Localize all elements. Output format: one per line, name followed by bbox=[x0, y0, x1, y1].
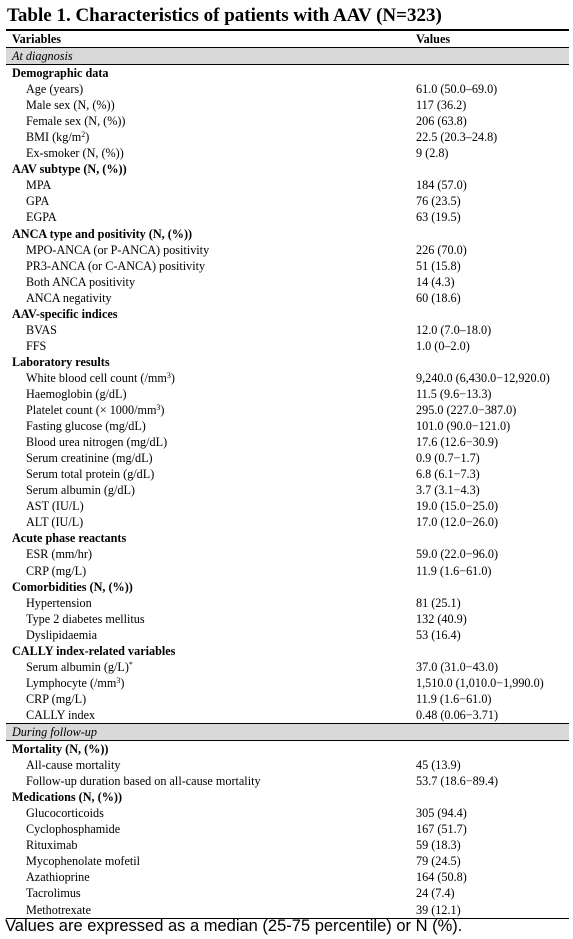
variable-cell bbox=[6, 741, 416, 758]
section-row bbox=[6, 306, 569, 322]
variable-label: Methotrexate bbox=[26, 902, 91, 917]
table-row bbox=[6, 595, 569, 611]
variable-label: Mycophenolate mofetil bbox=[26, 854, 141, 869]
table-row bbox=[6, 757, 569, 773]
variable-cell bbox=[6, 242, 416, 258]
value-cell: 60 (18.6) bbox=[416, 290, 461, 305]
variable-cell bbox=[6, 675, 416, 691]
variable-label: AAV-specific indices bbox=[12, 306, 118, 321]
value-cell: 24 (7.4) bbox=[416, 886, 455, 901]
variable-cell bbox=[6, 97, 416, 113]
variable-cell bbox=[6, 193, 416, 209]
value-cell: 17.6 (12.6−30.9) bbox=[416, 435, 499, 450]
value-cell: 53.7 (18.6−89.4) bbox=[416, 774, 499, 789]
superscript: * bbox=[128, 659, 133, 669]
variable-label: Rituximab bbox=[26, 838, 78, 853]
value-cell: 37.0 (31.0−43.0) bbox=[416, 659, 499, 674]
section-row bbox=[6, 741, 569, 758]
table-row bbox=[6, 81, 569, 97]
variable-cell bbox=[6, 723, 416, 740]
variable-cell bbox=[6, 418, 416, 434]
value-cell: 1.0 (0–2.0) bbox=[416, 338, 470, 353]
value-cell: 81 (25.1) bbox=[416, 595, 461, 610]
variable-label: ANCA negativity bbox=[26, 290, 112, 305]
variable-label-suffix: ) bbox=[160, 403, 165, 418]
value-cell: 11.9 (1.6−61.0) bbox=[416, 691, 492, 706]
table-row bbox=[6, 242, 569, 258]
value-cell bbox=[416, 789, 569, 805]
value-cell: 39 (12.1) bbox=[416, 902, 461, 917]
variable-label: Blood urea nitrogen (mg/dL) bbox=[26, 435, 168, 450]
variable-label: Both ANCA positivity bbox=[26, 274, 136, 289]
variable-label: Lymphocyte (/mm bbox=[26, 675, 117, 690]
value-cell: 63 (19.5) bbox=[416, 210, 461, 225]
table-row bbox=[6, 885, 569, 901]
table-row bbox=[6, 129, 569, 145]
value-cell bbox=[416, 723, 569, 740]
variable-cell bbox=[6, 466, 416, 482]
variable-cell bbox=[6, 129, 416, 145]
table-row bbox=[6, 869, 569, 885]
section-row bbox=[6, 789, 569, 805]
table-row bbox=[6, 290, 569, 306]
value-cell: 0.48 (0.06−3.71) bbox=[416, 707, 499, 722]
variable-cell bbox=[6, 885, 416, 901]
value-cell: 51 (15.8) bbox=[416, 258, 461, 273]
table-header-row bbox=[6, 30, 569, 48]
variable-label: AAV subtype (N, (%)) bbox=[12, 162, 127, 177]
table-title: Table 1. Characteristics of patients with AAV (N=323) bbox=[7, 5, 442, 26]
variable-label: CRP (mg/L) bbox=[26, 691, 87, 706]
superscript: 3 bbox=[166, 370, 171, 380]
variable-label: White blood cell count (/mm bbox=[26, 370, 167, 385]
column-header-values: Values bbox=[416, 32, 451, 46]
variable-label-suffix: ) bbox=[85, 130, 90, 145]
table-row bbox=[6, 691, 569, 707]
table-row bbox=[6, 258, 569, 274]
value-cell bbox=[416, 579, 569, 595]
table-row bbox=[6, 482, 569, 498]
value-cell: 184 (57.0) bbox=[416, 178, 467, 193]
superscript: 3 bbox=[156, 403, 161, 413]
variable-label: Type 2 diabetes mellitus bbox=[26, 611, 145, 626]
value-cell: 19.0 (15.0−25.0) bbox=[416, 499, 499, 514]
value-cell: 9 (2.8) bbox=[416, 146, 449, 161]
variable-label: EGPA bbox=[26, 210, 57, 225]
table-row bbox=[6, 514, 569, 530]
value-cell bbox=[416, 48, 569, 65]
value-cell: 6.8 (6.1−7.3) bbox=[416, 467, 480, 482]
table-row bbox=[6, 466, 569, 482]
variable-cell bbox=[6, 386, 416, 402]
value-cell bbox=[416, 643, 569, 659]
table-body bbox=[6, 48, 569, 919]
variable-cell bbox=[6, 113, 416, 129]
value-cell: 12.0 (7.0–18.0) bbox=[416, 322, 492, 337]
variable-cell bbox=[6, 821, 416, 837]
variable-label: Serum albumin (g/dL) bbox=[26, 483, 135, 498]
section-row bbox=[6, 226, 569, 242]
variable-label: At diagnosis bbox=[12, 49, 73, 64]
variable-cell bbox=[6, 611, 416, 627]
variable-label: Tacrolimus bbox=[26, 886, 81, 901]
variable-label: CALLY index bbox=[26, 707, 96, 722]
value-cell: 206 (63.8) bbox=[416, 114, 467, 129]
section-row bbox=[6, 161, 569, 177]
variable-label: Mortality (N, (%)) bbox=[12, 742, 109, 757]
table-row bbox=[6, 193, 569, 209]
value-cell: 17.0 (12.0−26.0) bbox=[416, 515, 499, 530]
table-row bbox=[6, 274, 569, 290]
variable-label: Female sex (N, (%)) bbox=[26, 114, 126, 129]
variable-label: FFS bbox=[26, 338, 47, 353]
variable-cell bbox=[6, 659, 416, 675]
table-row bbox=[6, 498, 569, 514]
variable-label: All-cause mortality bbox=[26, 758, 121, 773]
value-cell: 79 (24.5) bbox=[416, 854, 461, 869]
variable-label: CRP (mg/L) bbox=[26, 563, 87, 578]
value-cell: 3.7 (3.1−4.3) bbox=[416, 483, 480, 498]
variable-label: PR3-ANCA (or C-ANCA) positivity bbox=[26, 258, 206, 273]
value-cell: 295.0 (227.0−387.0) bbox=[416, 403, 517, 418]
variable-cell bbox=[6, 627, 416, 643]
table-row bbox=[6, 837, 569, 853]
variable-label-suffix: ) bbox=[120, 675, 125, 690]
section-row bbox=[6, 579, 569, 595]
value-cell: 76 (23.5) bbox=[416, 194, 461, 209]
variable-label: Cyclophosphamide bbox=[26, 822, 121, 837]
period-row bbox=[6, 723, 569, 740]
variable-cell bbox=[6, 869, 416, 885]
table-row bbox=[6, 418, 569, 434]
value-cell bbox=[416, 741, 569, 758]
variable-cell bbox=[6, 482, 416, 498]
value-cell: 1,510.0 (1,010.0−1,990.0) bbox=[416, 675, 544, 690]
variable-label: Ex-smoker (N, (%)) bbox=[26, 146, 124, 161]
value-cell: 167 (51.7) bbox=[416, 822, 467, 837]
variable-cell bbox=[6, 306, 416, 322]
value-cell bbox=[416, 65, 569, 82]
value-cell: 59.0 (22.0−96.0) bbox=[416, 547, 499, 562]
section-row bbox=[6, 530, 569, 546]
variable-label: Medications (N, (%)) bbox=[12, 790, 123, 805]
table-row bbox=[6, 97, 569, 113]
variable-label: Hypertension bbox=[26, 595, 92, 610]
period-row bbox=[6, 48, 569, 65]
variable-cell bbox=[6, 338, 416, 354]
variable-label: CALLY index-related variables bbox=[12, 643, 176, 658]
variable-cell bbox=[6, 450, 416, 466]
value-cell: 164 (50.8) bbox=[416, 870, 467, 885]
value-cell bbox=[416, 354, 569, 370]
variable-cell bbox=[6, 434, 416, 450]
variable-label: MPA bbox=[26, 178, 52, 193]
table-row bbox=[6, 853, 569, 869]
variable-label: Laboratory results bbox=[12, 354, 110, 369]
value-cell: 0.9 (0.7−1.7) bbox=[416, 451, 480, 466]
section-row bbox=[6, 643, 569, 659]
table-row bbox=[6, 611, 569, 627]
value-cell: 53 (16.4) bbox=[416, 627, 461, 642]
variable-cell bbox=[6, 322, 416, 338]
variable-label: Serum total protein (g/dL) bbox=[26, 467, 155, 482]
variable-cell bbox=[6, 145, 416, 161]
variable-label: ALT (IU/L) bbox=[26, 515, 84, 530]
variable-label: Serum albumin (g/L) bbox=[26, 659, 129, 674]
variable-cell bbox=[6, 579, 416, 595]
table-row bbox=[6, 450, 569, 466]
value-cell: 101.0 (90.0−121.0) bbox=[416, 419, 511, 434]
variable-cell bbox=[6, 290, 416, 306]
table-row bbox=[6, 209, 569, 225]
variable-label: Serum creatinine (mg/dL) bbox=[26, 451, 153, 466]
value-cell: 305 (94.4) bbox=[416, 806, 467, 821]
table-row bbox=[6, 370, 569, 386]
table-row bbox=[6, 821, 569, 837]
variable-label: Male sex (N, (%)) bbox=[26, 98, 115, 113]
variable-label: Glucocorticoids bbox=[26, 806, 104, 821]
variable-label: Comorbidities (N, (%)) bbox=[12, 579, 133, 594]
variable-label: Follow-up duration based on all-cause mortality bbox=[26, 774, 261, 789]
variable-label: AST (IU/L) bbox=[26, 499, 84, 514]
variable-cell bbox=[6, 65, 416, 82]
variable-cell bbox=[6, 226, 416, 242]
value-cell: 45 (13.9) bbox=[416, 758, 461, 773]
variable-label: During follow-up bbox=[12, 724, 97, 739]
table-row bbox=[6, 402, 569, 418]
value-cell bbox=[416, 530, 569, 546]
variable-cell bbox=[6, 805, 416, 821]
variable-label: BVAS bbox=[26, 322, 57, 337]
value-cell: 14 (4.3) bbox=[416, 274, 455, 289]
variable-label: Demographic data bbox=[12, 66, 109, 81]
table-row bbox=[6, 145, 569, 161]
variable-cell bbox=[6, 402, 416, 418]
characteristics-table bbox=[6, 29, 569, 919]
value-cell bbox=[416, 306, 569, 322]
variable-label: MPO-ANCA (or P-ANCA) positivity bbox=[26, 242, 210, 257]
value-cell bbox=[416, 226, 569, 242]
variable-cell bbox=[6, 530, 416, 546]
variable-cell bbox=[6, 209, 416, 225]
variable-cell bbox=[6, 48, 416, 65]
value-cell: 132 (40.9) bbox=[416, 611, 467, 626]
value-cell: 11.5 (9.6−13.3) bbox=[416, 387, 492, 401]
table-row bbox=[6, 177, 569, 193]
variable-label: Acute phase reactants bbox=[12, 531, 127, 546]
value-cell: 9,240.0 (6,430.0−12,920.0) bbox=[416, 370, 550, 385]
variable-cell bbox=[6, 514, 416, 530]
value-cell: 117 (36.2) bbox=[416, 98, 467, 113]
variable-label: BMI (kg/m bbox=[26, 130, 82, 145]
column-header-variables: Variables bbox=[12, 32, 61, 46]
table-row bbox=[6, 627, 569, 643]
value-cell: 59 (18.3) bbox=[416, 838, 461, 853]
table-row bbox=[6, 805, 569, 821]
table-row bbox=[6, 773, 569, 789]
superscript: 3 bbox=[116, 675, 121, 685]
variable-label: ESR (mm/hr) bbox=[26, 547, 93, 562]
section-row bbox=[6, 65, 569, 82]
value-cell: 61.0 (50.0–69.0) bbox=[416, 82, 498, 97]
variable-label: Age (years) bbox=[26, 82, 84, 97]
table-row bbox=[6, 434, 569, 450]
variable-cell bbox=[6, 853, 416, 869]
table-row bbox=[6, 659, 569, 675]
value-cell: 22.5 (20.3–24.8) bbox=[416, 130, 498, 145]
variable-cell bbox=[6, 370, 416, 386]
variable-cell bbox=[6, 757, 416, 773]
variable-cell bbox=[6, 258, 416, 274]
variable-label-suffix: ) bbox=[170, 370, 175, 385]
section-row bbox=[6, 354, 569, 370]
variable-cell bbox=[6, 643, 416, 659]
variable-cell bbox=[6, 546, 416, 562]
table-row bbox=[6, 322, 569, 338]
variable-cell bbox=[6, 161, 416, 177]
table-row bbox=[6, 707, 569, 724]
table-row bbox=[6, 338, 569, 354]
variable-label: Azathioprine bbox=[26, 870, 90, 885]
variable-cell bbox=[6, 691, 416, 707]
variable-cell bbox=[6, 81, 416, 97]
table-row bbox=[6, 546, 569, 562]
value-cell: 226 (70.0) bbox=[416, 242, 467, 257]
variable-cell bbox=[6, 274, 416, 290]
variable-cell bbox=[6, 498, 416, 514]
table-row bbox=[6, 113, 569, 129]
variable-label: Dyslipidaemia bbox=[26, 627, 98, 642]
variable-label: Platelet count (× 1000/mm bbox=[26, 403, 157, 418]
variable-cell bbox=[6, 595, 416, 611]
table-row bbox=[6, 386, 569, 402]
variable-cell bbox=[6, 837, 416, 853]
variable-cell bbox=[6, 789, 416, 805]
variable-label: GPA bbox=[26, 194, 50, 209]
variable-label: Haemoglobin (g/dL) bbox=[26, 387, 127, 401]
variable-cell bbox=[6, 773, 416, 789]
table-row bbox=[6, 675, 569, 691]
table-row bbox=[6, 563, 569, 579]
value-cell: 11.9 (1.6−61.0) bbox=[416, 563, 492, 578]
variable-label: ANCA type and positivity (N, (%)) bbox=[12, 226, 193, 241]
superscript: 2 bbox=[81, 130, 86, 140]
variable-label: Fasting glucose (mg/dL) bbox=[26, 419, 146, 434]
table-footnote: Values are expressed as a median (25-75 percentile) or N (%). bbox=[5, 917, 463, 935]
value-cell bbox=[416, 161, 569, 177]
variable-cell bbox=[6, 177, 416, 193]
variable-cell bbox=[6, 563, 416, 579]
variable-cell bbox=[6, 354, 416, 370]
variable-cell bbox=[6, 707, 416, 724]
